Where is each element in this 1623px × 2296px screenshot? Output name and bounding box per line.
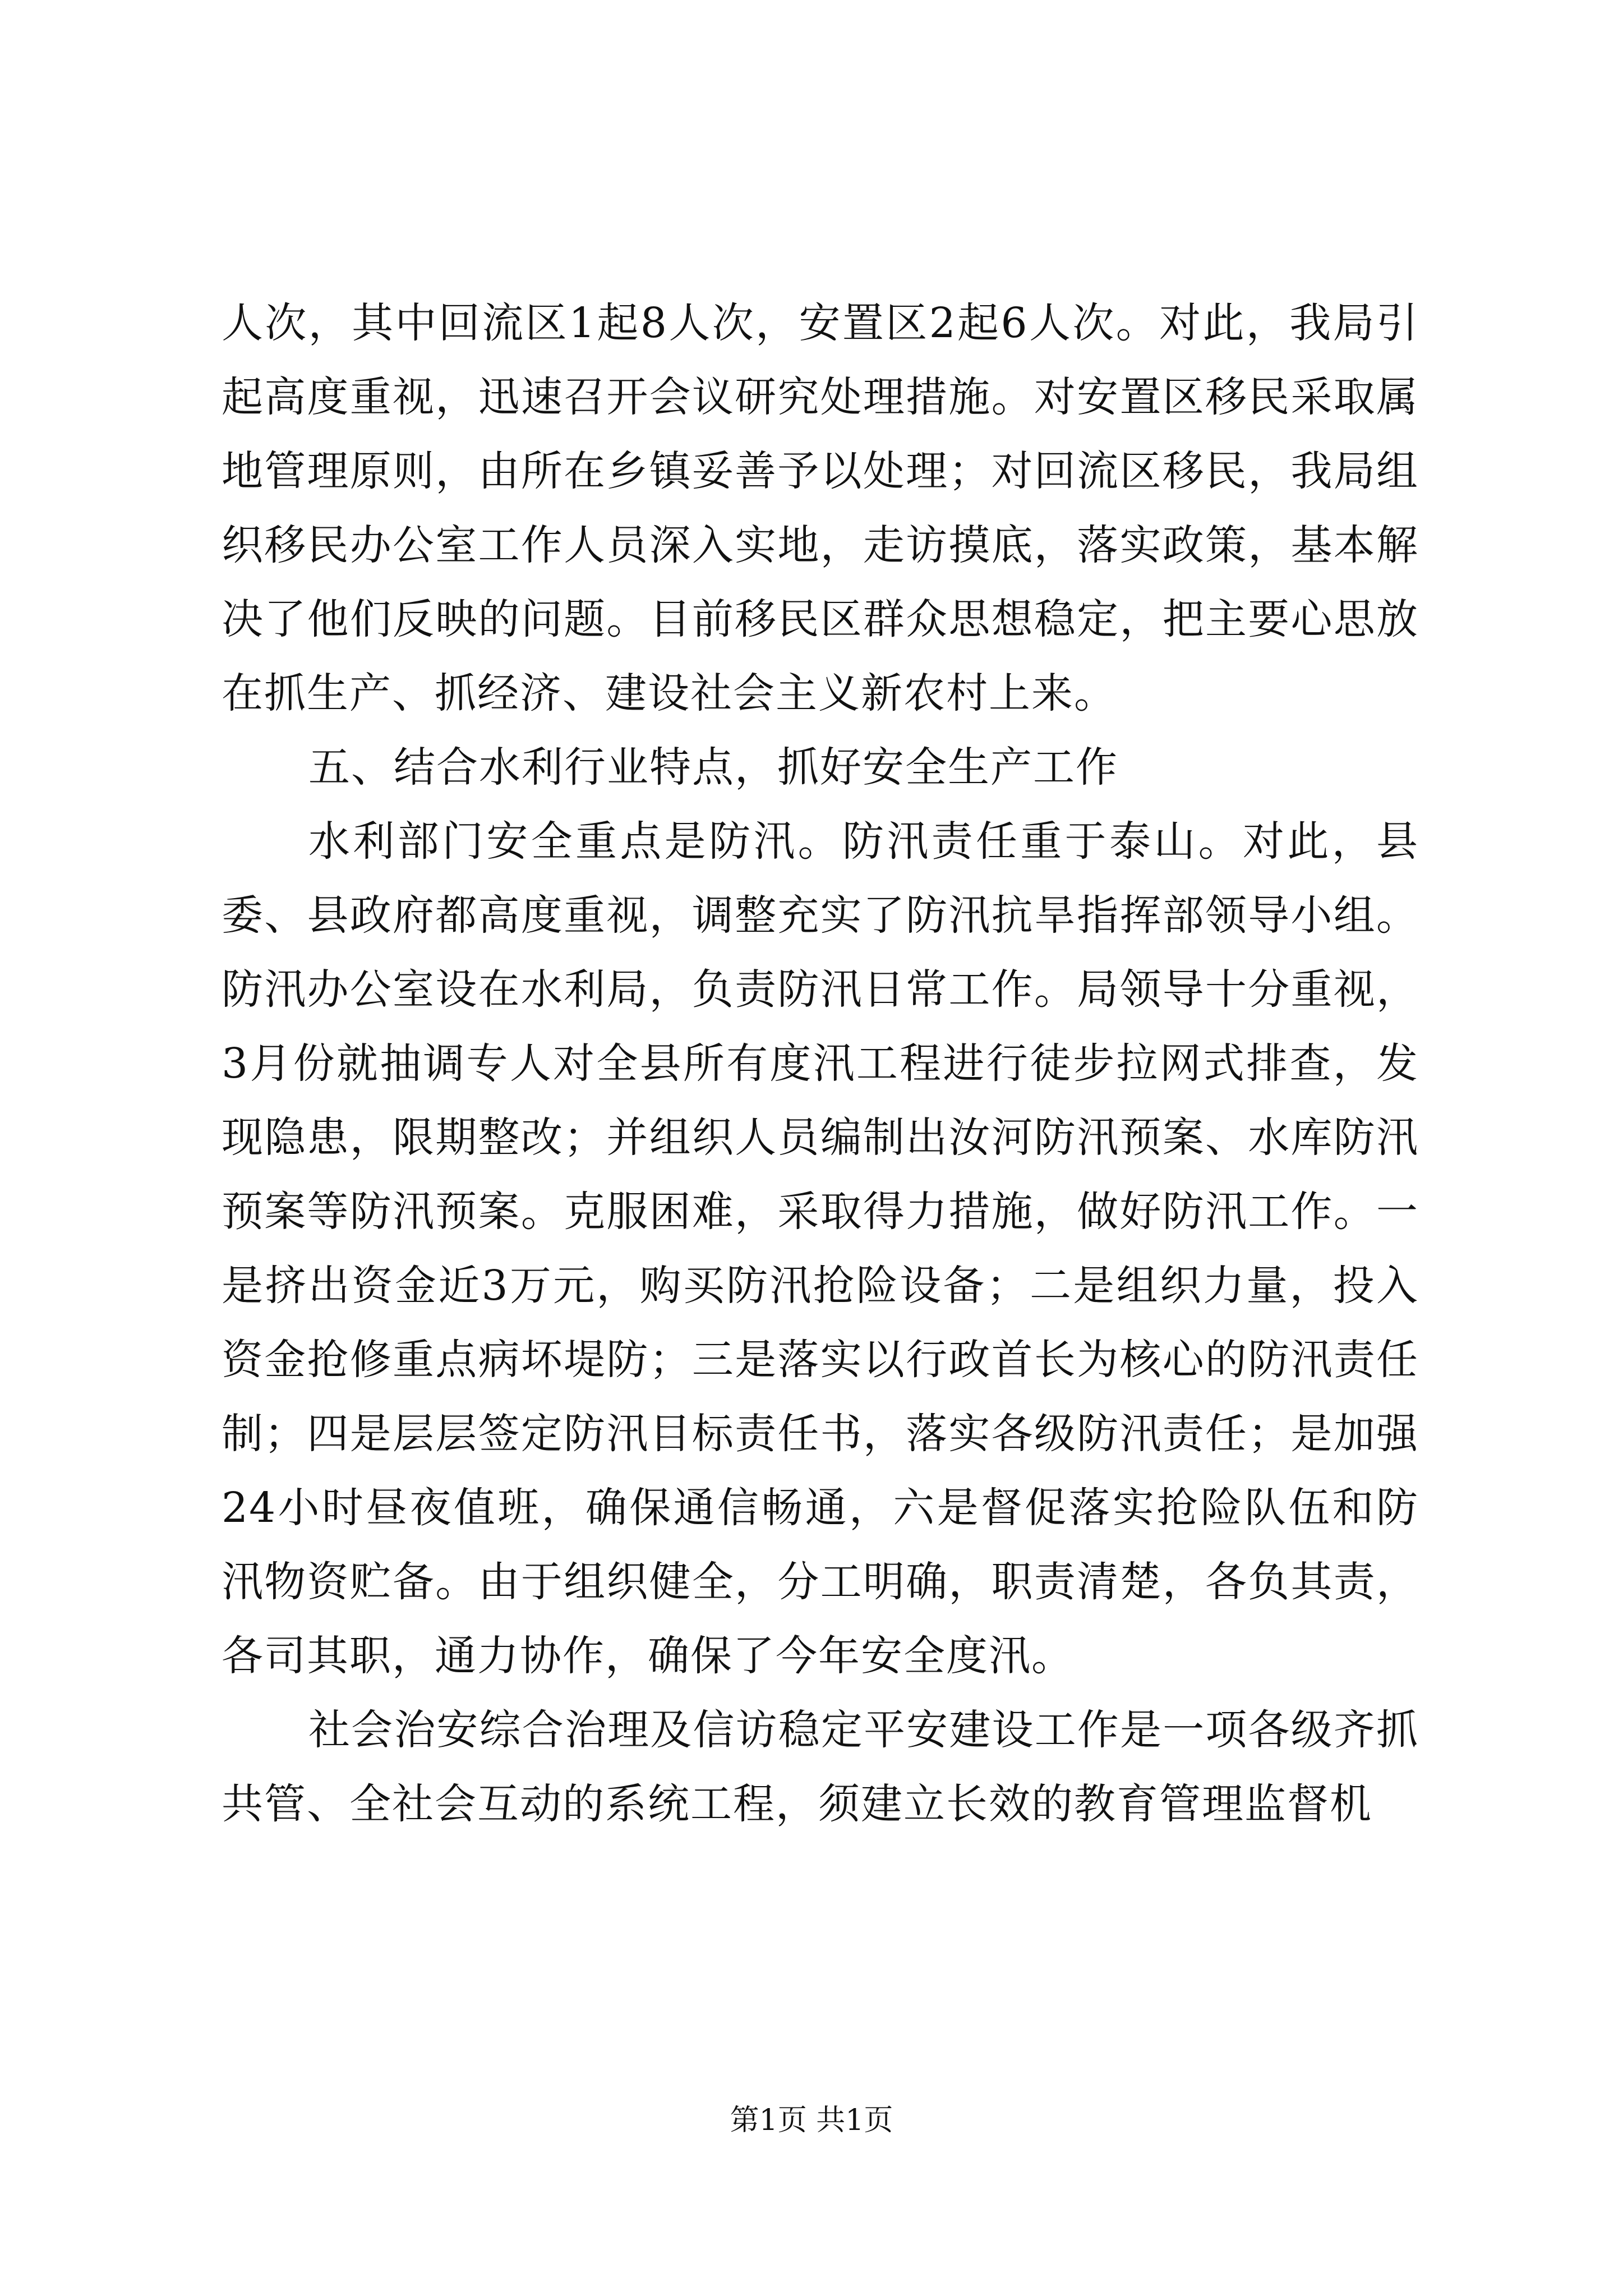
section-heading: 五、结合水利行业特点，抓好安全生产工作 <box>308 743 1118 792</box>
paragraph-3: 社会治安综合治理及信访稳定平安建设工作是一项各级齐抓共管、全社会互动的系统工程，须建立长效的教育管理监督机 <box>222 1706 1419 1828</box>
page-footer: 第1页 共1页 <box>730 2104 893 2137</box>
document-body <box>222 286 1419 1841</box>
paragraph-1: 人次，其中回流区1起8人次，安置区2起6人次。对此，我局引起高度重视，迅速召开会议研究处理措施。对安置区移民采取属地管理原则，由所在乡镇妥善予以处理；对回流区移民，我局组织移民办公室工作人员深入实地，走访摸底，落实政策，基本解决了他们反映的问题。目前移民区群众思想稳定，把主要心思放在抓生产、抓经济、建设社会主义新农村上来。 <box>222 299 1419 717</box>
paragraph-2: 水利部门安全重点是防汛。防汛责任重于泰山。对此，县委、县政府都高度重视，调整充实了防汛抗旱指挥部领导小组。防汛办公室设在水利局，负责防汛日常工作。局领导十分重视，3月份就抽调专人对全县所有度汛工程进行徒步拉网式排查，发现隐患，限期整改；并组织人员编制出汝河防汛预案、水库防汛预案等防汛预案。克服困难，采取得力措施，做好防汛工作。一是挤出资金近3万元，购买防汛抢险设备；二是组织力量，投入资金抢修重点病坏堤防；三是落实以行政首长为核心的防汛责任制；四是层层签定防汛目标责任书，落实各级防汛责任；是加强24小时昼夜值班，确保通信畅通，六是督促落实抢险队伍和防汛物资贮备。由于组织健全，分工明确，职责清楚，各负其责，各司其职，通力协作，确保了今年安全度汛。 <box>222 817 1419 1680</box>
